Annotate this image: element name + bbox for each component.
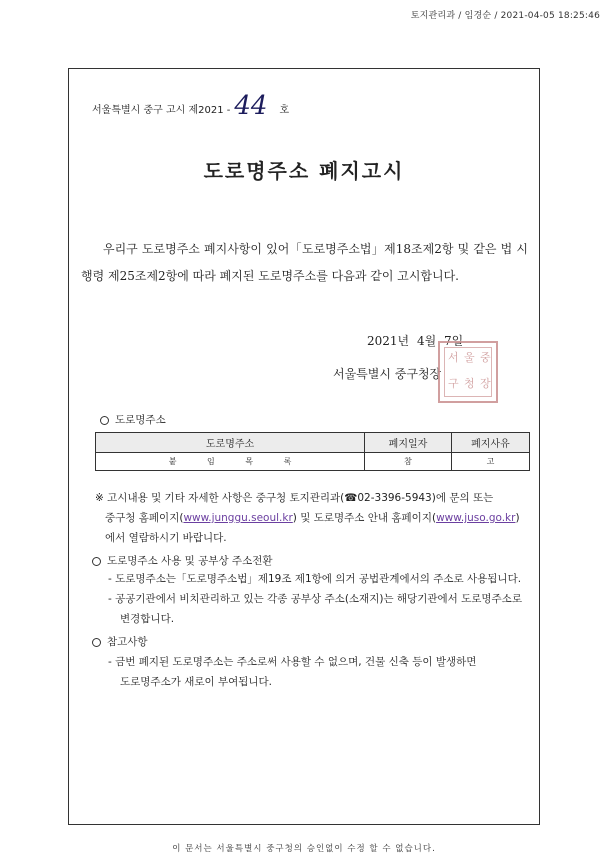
list-item: - 공공기관에서 비치관리하고 있는 각종 공부상 주소(소재지)는 해당기관에서 도로명주소로	[108, 593, 522, 605]
note-text: ) 및 도로명주소 안내 홈페이지(	[292, 512, 437, 524]
section-heading: 도로명주소 사용 및 공부상 주소전환	[107, 555, 273, 567]
cell-date: 참	[365, 453, 452, 471]
list-item: - 금번 폐지된 도로명주소는 주소로써 사용할 수 없으며, 건물 신축 등이 발생하면	[108, 656, 477, 668]
note-text: 고시내용 및 기타 자세한 사항은 중구청 토지관리과(☎02-3396-5943)에 문의 또는	[107, 492, 494, 504]
usage-list	[108, 569, 533, 629]
section-heading: 참고사항	[107, 636, 148, 648]
page-title: 도로명주소 폐지고시	[203, 159, 405, 183]
notice-number	[92, 91, 290, 121]
reference-mark-icon: ※	[95, 492, 104, 504]
intro-paragraph: 우리구 도로명주소 폐지사항이 있어「도로명주소법」제18조제2항 및 같은 법 시행령 제25조제2항에 따라 폐지된 도로명주소를 다음과 같이 고시합니다.	[81, 242, 528, 283]
col-header-reason: 폐지사유	[451, 433, 529, 453]
contact-note	[95, 488, 535, 548]
note-line-1	[95, 488, 535, 508]
section-usage	[92, 553, 273, 568]
reference-list	[108, 652, 533, 692]
document-footer: 이 문서는 서울특별시 중구청의 승인없이 수정 할 수 없습니다.	[172, 844, 436, 854]
note-line-2	[95, 508, 535, 528]
juso-homepage-link[interactable]: www.juso.go.kr	[436, 512, 516, 524]
seal-glyph: 서	[448, 351, 459, 364]
cell-address: 붙 임 목 록	[96, 453, 365, 471]
seal-glyph: 중	[480, 351, 491, 364]
note-line-3: 에서 열람하시기 바랍니다.	[105, 532, 227, 544]
issuer-name: 서울특별시 중구청장	[333, 367, 442, 381]
note-text: 중구청 홈페이지(	[105, 512, 184, 524]
section-reference	[92, 634, 148, 649]
notice-date: 2021년 4월 7일	[367, 334, 464, 348]
handwritten-number: 44	[234, 91, 268, 121]
list-item: 도로명주소가 새로이 부여됩니다.	[120, 676, 273, 688]
circle-bullet-icon	[92, 557, 101, 566]
seal-glyph: 구	[448, 377, 459, 390]
official-seal	[438, 341, 498, 403]
cell-reason: 고	[451, 453, 529, 471]
document-header-stamp: 토지관리과 / 임경순 / 2021-04-05 18:25:46	[410, 11, 600, 21]
list-item: - 도로명주소는「도로명주소법」제19조 제1항에 의거 공법관계에서의 주소로 사용됩니다.	[108, 573, 522, 585]
section-road-address	[100, 412, 166, 427]
seal-glyph: 장	[480, 377, 491, 390]
section-heading: 도로명주소	[115, 414, 166, 426]
list-item: 변경합니다.	[120, 613, 175, 625]
table-header-row	[96, 433, 530, 453]
note-text: )	[515, 512, 520, 524]
col-header-address: 도로명주소	[96, 433, 365, 453]
abolition-table	[95, 432, 530, 471]
junggu-homepage-link[interactable]: www.junggu.seoul.kr	[183, 512, 293, 524]
seal-glyph: 울	[464, 351, 475, 364]
col-header-date: 폐지일자	[365, 433, 452, 453]
circle-bullet-icon	[100, 416, 109, 425]
seal-glyph: 청	[464, 377, 475, 390]
table-row	[96, 453, 530, 471]
notice-prefix: 서울특별시 중구 고시 제2021 -	[92, 105, 231, 116]
notice-suffix: 호	[279, 105, 290, 116]
circle-bullet-icon	[92, 638, 101, 647]
